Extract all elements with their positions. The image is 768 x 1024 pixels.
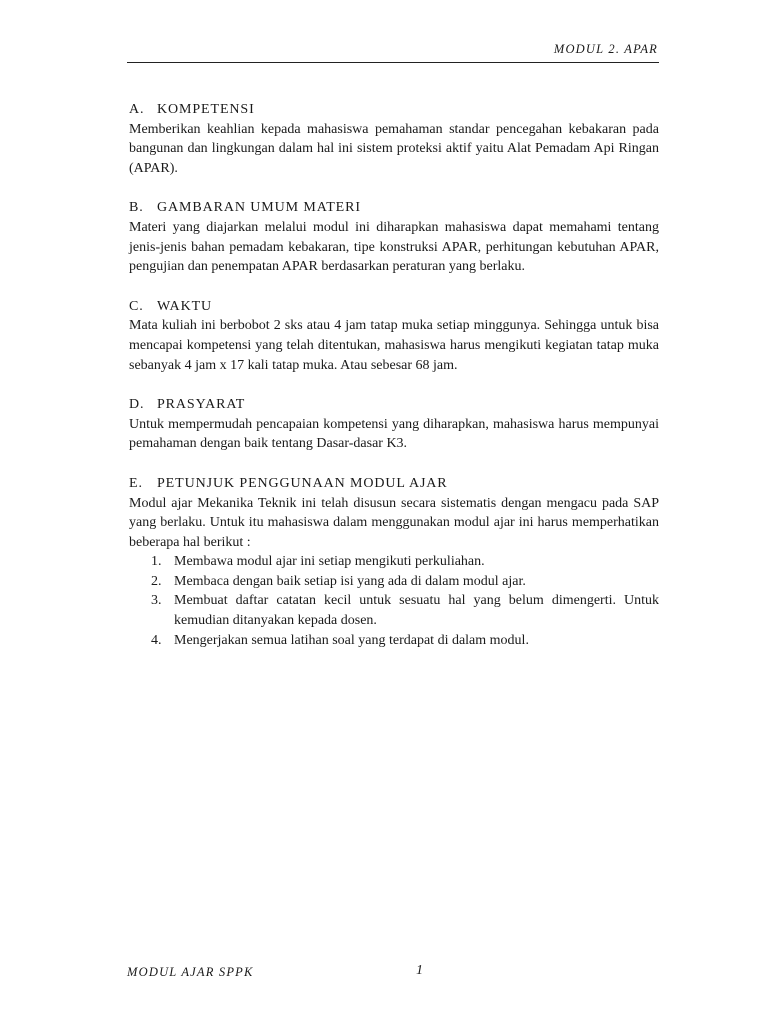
section-heading	[129, 100, 659, 120]
section-heading	[129, 474, 659, 494]
list-item-text: Mengerjakan semua latihan soal yang terdapat di dalam modul.	[174, 632, 529, 648]
list-item-number: 2.	[151, 573, 162, 589]
section-title: KOMPETENSI	[157, 102, 255, 117]
list-item-number: 4.	[151, 632, 162, 648]
list-item-text: Membaca dengan baik setiap isi yang ada di dalam modul ajar.	[174, 573, 526, 589]
section-heading	[129, 395, 659, 415]
list-item-text: Membuat daftar catatan kecil untuk sesuatu hal yang belum dimengerti. Untuk kemudian ditanyakan kepada dosen.	[174, 593, 659, 629]
instruction-list	[129, 552, 659, 650]
list-item-text: Membawa modul ajar ini setiap mengikuti perkuliahan.	[174, 554, 485, 570]
section-title: PETUNJUK PENGGUNAAN MODUL AJAR	[157, 475, 448, 491]
list-item	[151, 591, 659, 630]
page-number: 1	[416, 963, 423, 978]
section-title: PRASYARAT	[157, 397, 246, 413]
running-footer: MODUL AJAR SPPK	[127, 965, 254, 979]
section-letter: C.	[129, 298, 144, 314]
list-item-number: 3.	[151, 593, 162, 609]
section-title: GAMBARAN UMUM MATERI	[157, 200, 361, 216]
section-paragraph: Untuk mempermudah pencapaian kompetensi yang diharapkan, mahasiswa harus mempunyai pemahaman dengan baik tentang Dasar-dasar K3.	[129, 416, 659, 452]
section-heading	[129, 198, 659, 218]
section-petunjuk	[129, 474, 659, 650]
header-rule	[127, 62, 659, 63]
list-item	[151, 552, 659, 572]
section-waktu	[129, 297, 659, 375]
running-header: MODUL 2. APAR	[553, 42, 658, 56]
section-title: WAKTU	[157, 298, 213, 314]
list-item-number: 1.	[151, 554, 162, 570]
section-paragraph: Modul ajar Mekanika Teknik ini telah disusun secara sistematis dengan mengacu pada SAP yang berlaku. Untuk itu mahasiswa dalam menggunakan modul ajar ini harus memperhatikan beberapa hal berikut :	[129, 495, 659, 550]
section-letter: E.	[129, 475, 143, 491]
section-letter: D.	[129, 397, 145, 413]
section-kompetensi	[129, 100, 659, 178]
document-body	[129, 100, 659, 670]
section-gambaran-umum	[129, 198, 659, 276]
section-prasyarat	[129, 395, 659, 454]
section-heading	[129, 297, 659, 317]
section-paragraph: Memberikan keahlian kepada mahasiswa pemahaman standar pencegahan kebakaran pada bangunan dan lingkungan dalam hal ini sistem proteksi aktif yaitu Alat Pemadam Api Ringan (APAR).	[129, 121, 659, 176]
list-item	[151, 631, 659, 651]
list-item	[151, 572, 659, 592]
section-letter: B.	[129, 200, 144, 216]
section-paragraph: Mata kuliah ini berbobot 2 sks atau 4 jam tatap muka setiap minggunya. Sehingga untuk bisa mencapai kompetensi yang telah ditentukan, mahasiswa harus mengikuti kegiatan tatap muka sebanyak 4 jam x 17 kali tatap muka. Atau sebesar 68 jam.	[129, 318, 659, 373]
section-letter: A.	[129, 102, 145, 117]
section-paragraph: Materi yang diajarkan melalui modul ini diharapkan mahasiswa dapat memahami tentang jenis-jenis bahan pemadam kebakaran, tipe konstruksi APAR, perhitungan kebutuhan APAR, pengujian dan penempatan APAR berdasarkan peraturan yang berlaku.	[129, 219, 659, 275]
